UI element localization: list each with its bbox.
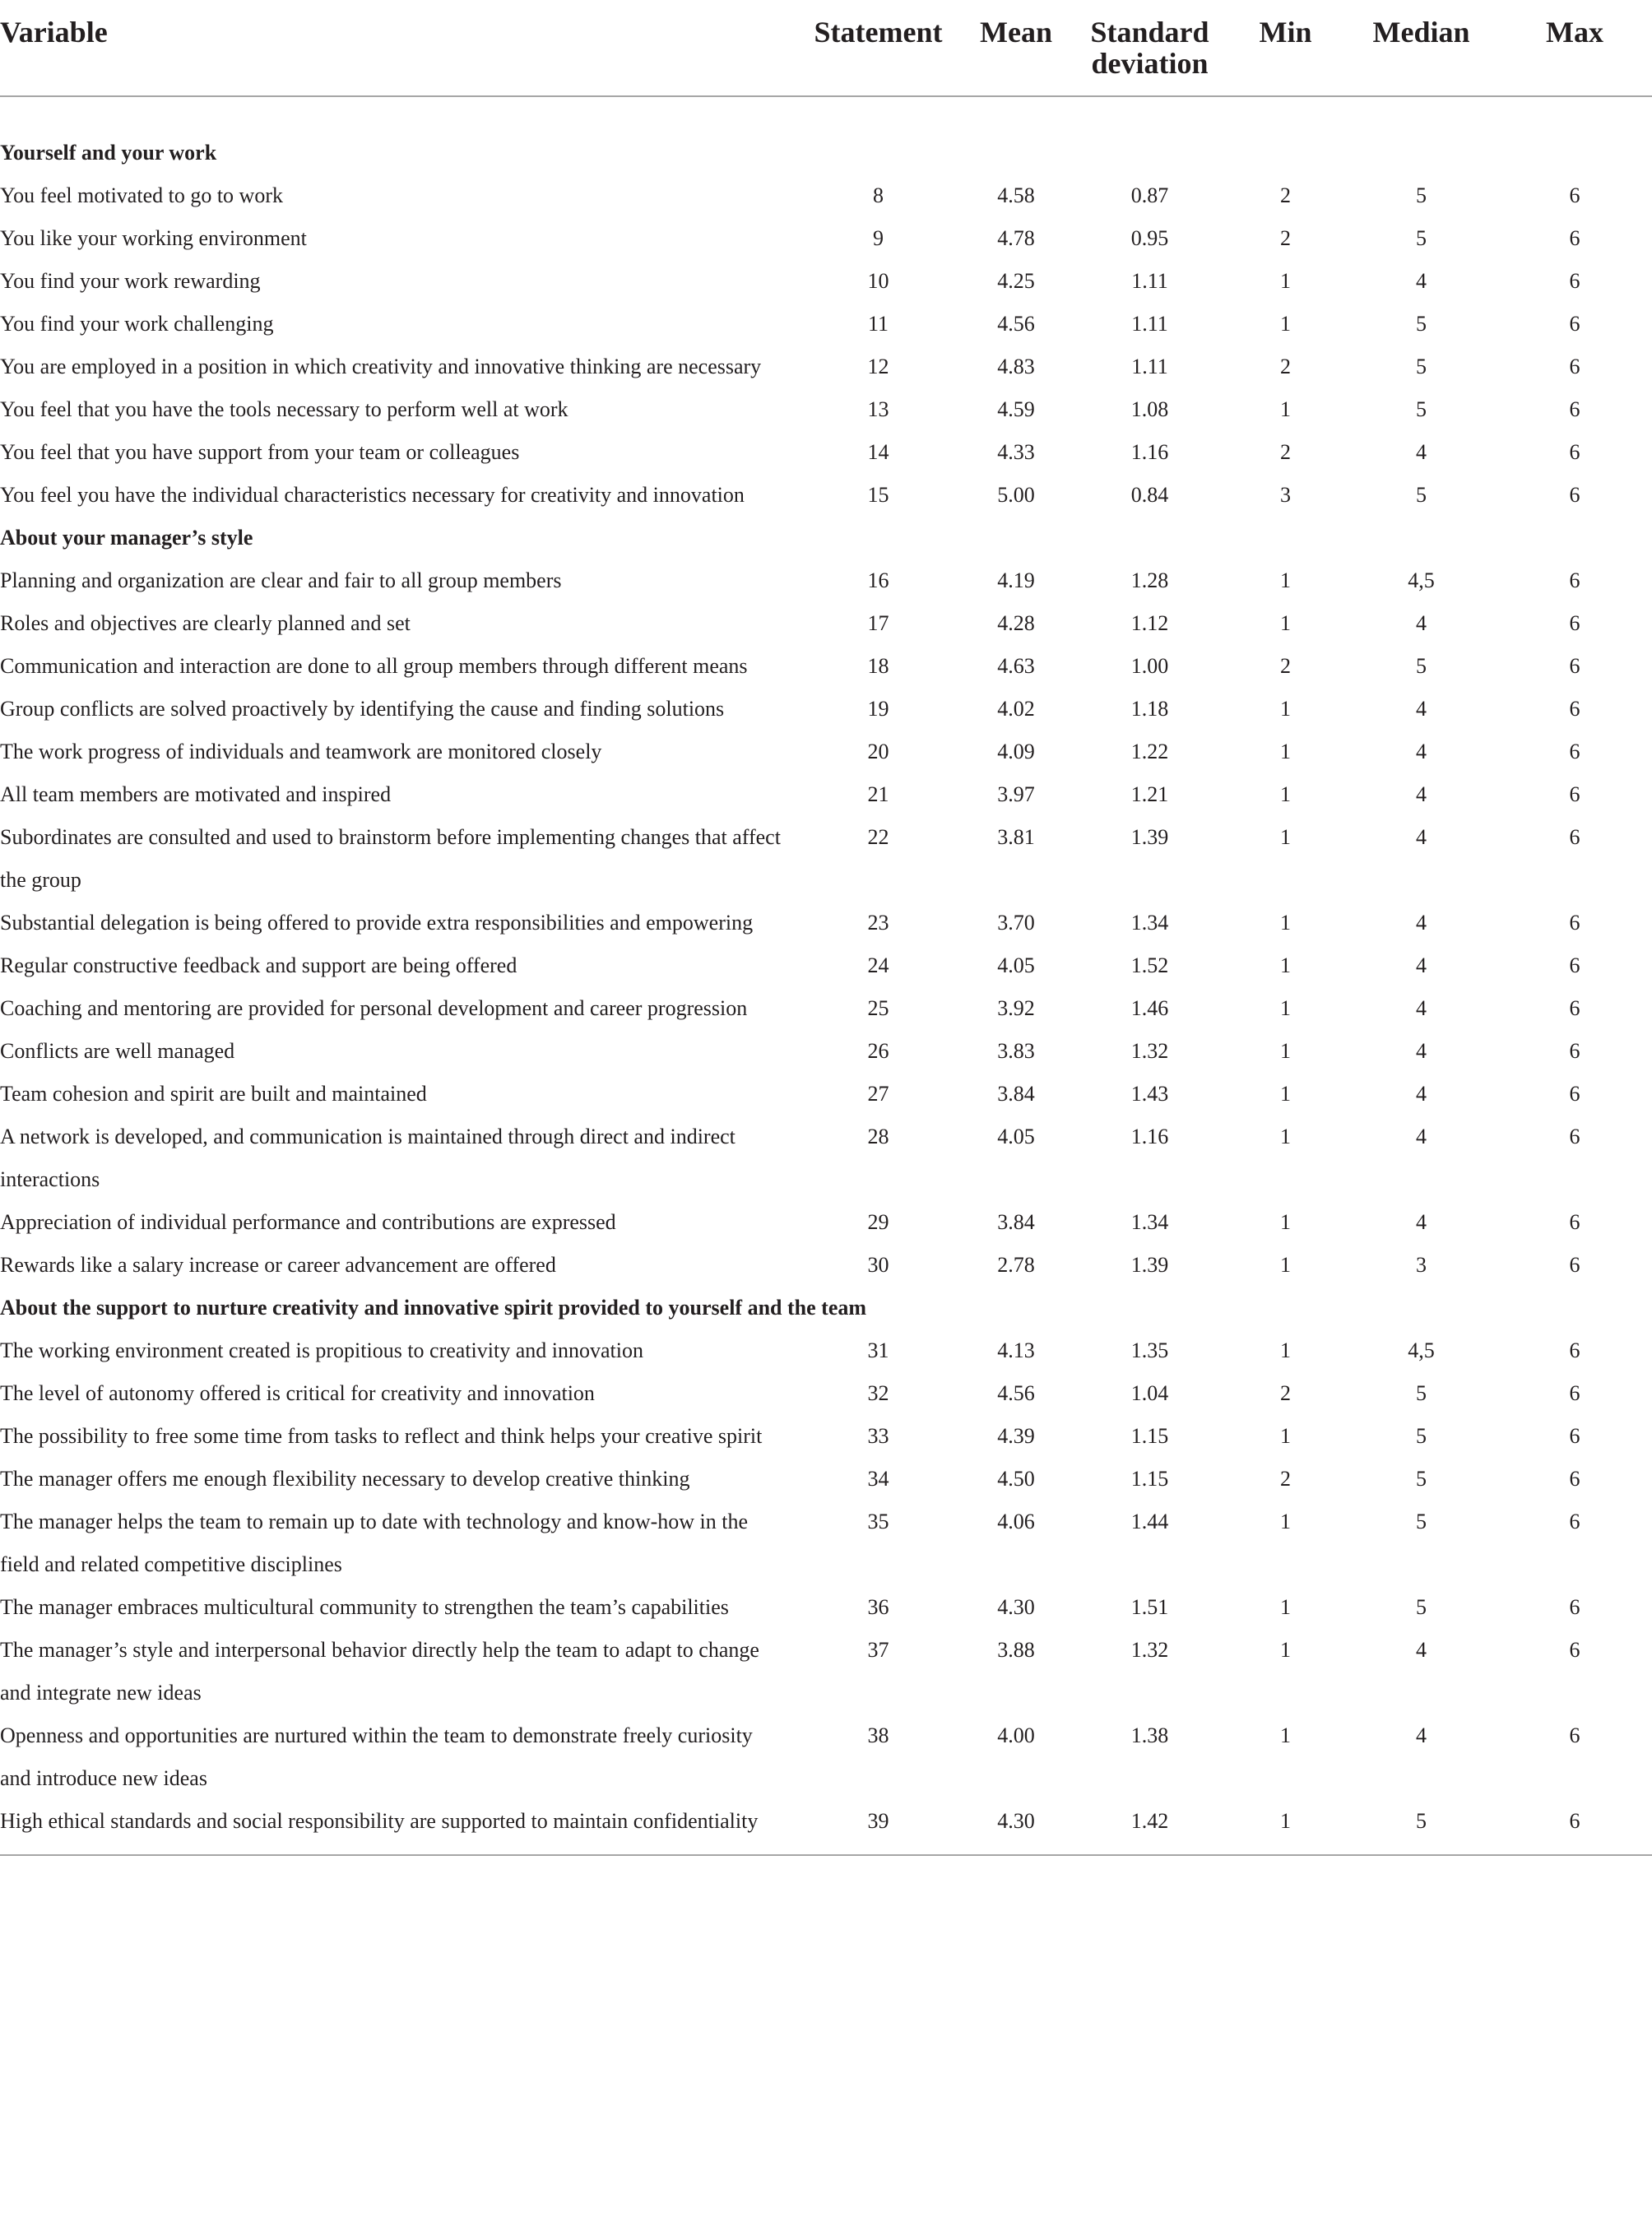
cell-median: 5: [1416, 1510, 1427, 1533]
cell-sd: 1.08: [1130, 397, 1169, 421]
cell-max: 6: [1569, 1338, 1580, 1362]
cell-statement: 23: [867, 911, 889, 935]
cell-mean: 4.00: [997, 1723, 1035, 1747]
cell-mean: 4.30: [958, 1800, 1074, 1855]
table-row: [0, 1073, 1652, 1116]
table-row: [0, 1415, 1652, 1458]
cell-variable: Substantial delegation is being offered to provide extra responsibilities and empowering: [0, 911, 754, 935]
cell-max: 6: [1569, 953, 1580, 977]
table-row: [0, 1329, 1652, 1372]
cell-max: 6: [1569, 697, 1580, 721]
cell-sd: 1.16: [1130, 440, 1169, 464]
table-row: [0, 1201, 1652, 1244]
cell-variable: Group conflicts are solved proactively by identifying the cause and finding solutions: [0, 697, 725, 721]
cell-sd: 1.04: [1130, 1381, 1169, 1405]
cell-mean: 3.84: [997, 1210, 1035, 1234]
cell-sd: 1.34: [1130, 911, 1169, 935]
cell-mean: 4.28: [997, 611, 1035, 635]
cell-min: 1: [1280, 1039, 1291, 1063]
cell-sd: 1.34: [1130, 1210, 1169, 1234]
header-max: Max: [1497, 0, 1652, 96]
cell-variable: All team members are motivated and inspired: [0, 782, 392, 806]
cell-statement: 28: [867, 1125, 889, 1148]
cell-max: 6: [1569, 312, 1580, 336]
table-row: [0, 816, 1652, 902]
cell-min: 1: [1280, 1595, 1291, 1619]
cell-variable: Openness and opportunities are nurtured within the team to demonstrate freely curiosity and introduce new ideas: [0, 1723, 753, 1790]
cell-variable: High ethical standards and social responsibility are supported to maintain confidentiality: [0, 1800, 798, 1855]
cell-statement: 13: [867, 397, 889, 421]
cell-statement: 29: [867, 1210, 889, 1234]
header-median: Median: [1345, 0, 1497, 96]
cell-statement: 25: [867, 996, 889, 1020]
cell-max: 6: [1569, 568, 1580, 592]
cell-min: 1: [1280, 953, 1291, 977]
cell-mean: 4.63: [997, 654, 1035, 678]
cell-sd: 1.46: [1130, 996, 1169, 1020]
cell-variable: Planning and organization are clear and fair to all group members: [0, 568, 562, 592]
table-row: [0, 1030, 1652, 1073]
cell-sd: 1.39: [1130, 1253, 1169, 1277]
table-row: [0, 217, 1652, 260]
cell-variable: A network is developed, and communication is maintained through direct and indirect interactions: [0, 1125, 736, 1191]
cell-sd: 1.11: [1131, 355, 1168, 378]
cell-sd: 1.52: [1130, 953, 1169, 977]
cell-variable: Communication and interaction are done to all group members through different means: [0, 654, 748, 678]
table-header: [0, 0, 1652, 96]
cell-statement: 9: [873, 226, 884, 250]
cell-statement: 38: [867, 1723, 889, 1747]
cell-sd: 1.39: [1130, 825, 1169, 849]
header-row: [0, 0, 1652, 96]
cell-median: 4: [1416, 782, 1427, 806]
cell-mean: 4.59: [997, 397, 1035, 421]
cell-mean: 4.05: [997, 953, 1035, 977]
cell-max: 6: [1569, 355, 1580, 378]
cell-statement: 32: [867, 1381, 889, 1405]
cell-sd: 0.87: [1130, 183, 1169, 207]
table-body: [0, 96, 1652, 1855]
cell-median: 5: [1416, 483, 1427, 507]
cell-variable: The level of autonomy offered is critical for creativity and innovation: [0, 1381, 595, 1405]
table-row: [0, 902, 1652, 944]
cell-max: 6: [1569, 1039, 1580, 1063]
cell-statement: 39: [798, 1800, 958, 1855]
cell-mean: 3.81: [997, 825, 1035, 849]
cell-mean: 4.02: [997, 697, 1035, 721]
cell-variable: You feel that you have support from your team or colleagues: [0, 440, 520, 464]
cell-sd: 1.32: [1130, 1638, 1169, 1662]
cell-variable: Appreciation of individual performance and contributions are expressed: [0, 1210, 616, 1234]
cell-sd: 1.42: [1074, 1800, 1226, 1855]
cell-sd: 1.16: [1130, 1125, 1169, 1148]
cell-max: 6: [1569, 1125, 1580, 1148]
cell-min: 1: [1280, 611, 1291, 635]
table-row: [0, 944, 1652, 987]
cell-statement: 31: [867, 1338, 889, 1362]
cell-sd: 1.11: [1131, 312, 1168, 336]
cell-min: 1: [1280, 996, 1291, 1020]
cell-median: 4,5: [1408, 1338, 1435, 1362]
cell-min: 2: [1280, 1467, 1291, 1491]
cell-median: 4: [1416, 697, 1427, 721]
cell-mean: 3.97: [997, 782, 1035, 806]
cell-median: 3: [1416, 1253, 1427, 1277]
cell-max: 6: [1569, 226, 1580, 250]
cell-max: 6: [1569, 911, 1580, 935]
cell-statement: 15: [867, 483, 889, 507]
cell-min: 2: [1280, 355, 1291, 378]
cell-mean: 4.06: [997, 1510, 1035, 1533]
cell-median: 5: [1416, 1467, 1427, 1491]
cell-max: 6: [1569, 740, 1580, 763]
cell-sd: 1.28: [1130, 568, 1169, 592]
cell-min: 1: [1280, 1082, 1291, 1106]
table-row: [0, 1458, 1652, 1501]
cell-max: 6: [1497, 1800, 1652, 1855]
cell-median: 4,5: [1408, 568, 1435, 592]
cell-sd: 1.18: [1130, 697, 1169, 721]
cell-max: 6: [1569, 1381, 1580, 1405]
cell-statement: 11: [867, 312, 889, 336]
cell-mean: 2.78: [997, 1253, 1035, 1277]
cell-sd: 1.38: [1130, 1723, 1169, 1747]
cell-max: 6: [1569, 1424, 1580, 1448]
cell-min: 1: [1226, 1800, 1345, 1855]
cell-statement: 12: [867, 355, 889, 378]
header-sd-line1: Standard: [1090, 16, 1209, 49]
section-header-row: [0, 96, 1652, 174]
cell-mean: 3.84: [997, 1082, 1035, 1106]
cell-max: 6: [1569, 1253, 1580, 1277]
cell-max: 6: [1569, 483, 1580, 507]
cell-median: 5: [1416, 397, 1427, 421]
cell-min: 2: [1280, 226, 1291, 250]
table-row: [0, 1800, 1652, 1855]
cell-statement: 33: [867, 1424, 889, 1448]
cell-mean: 4.13: [997, 1338, 1035, 1362]
table-row: [0, 773, 1652, 816]
cell-variable: Subordinates are consulted and used to brainstorm before implementing changes that affect the group: [0, 825, 781, 892]
cell-statement: 10: [867, 269, 889, 293]
cell-max: 6: [1569, 996, 1580, 1020]
cell-min: 1: [1280, 911, 1291, 935]
cell-min: 1: [1280, 782, 1291, 806]
cell-mean: 3.83: [997, 1039, 1035, 1063]
cell-statement: 35: [867, 1510, 889, 1533]
cell-variable: You feel motivated to go to work: [0, 183, 283, 207]
cell-median: 5: [1416, 183, 1427, 207]
table-row: [0, 987, 1652, 1030]
cell-mean: 4.78: [997, 226, 1035, 250]
cell-median: 4: [1416, 269, 1427, 293]
cell-median: 4: [1416, 1638, 1427, 1662]
table-row: [0, 388, 1652, 431]
cell-statement: 19: [867, 697, 889, 721]
cell-statement: 36: [867, 1595, 889, 1619]
cell-median: 4: [1416, 1210, 1427, 1234]
cell-sd: 1.32: [1130, 1039, 1169, 1063]
cell-median: 4: [1416, 1039, 1427, 1063]
table-row: [0, 474, 1652, 517]
cell-statement: 16: [867, 568, 889, 592]
cell-statement: 37: [867, 1638, 889, 1662]
cell-min: 1: [1280, 1210, 1291, 1234]
cell-variable: Roles and objectives are clearly planned and set: [0, 611, 411, 635]
cell-median: 5: [1416, 1424, 1427, 1448]
cell-min: 2: [1280, 654, 1291, 678]
cell-median: 4: [1416, 953, 1427, 977]
cell-median: 4: [1416, 1125, 1427, 1148]
cell-mean: 3.92: [997, 996, 1035, 1020]
cell-median: 4: [1416, 911, 1427, 935]
table-row: [0, 1244, 1652, 1287]
table-row: [0, 303, 1652, 346]
cell-max: 6: [1569, 825, 1580, 849]
cell-variable: The manager embraces multicultural community to strengthen the team’s capabilities: [0, 1595, 729, 1619]
cell-statement: 18: [867, 654, 889, 678]
cell-max: 6: [1569, 1082, 1580, 1106]
cell-median: 5: [1416, 1381, 1427, 1405]
cell-mean: 4.56: [997, 1381, 1035, 1405]
cell-mean: 3.88: [997, 1638, 1035, 1662]
cell-variable: The possibility to free some time from tasks to reflect and think helps your creative spirit: [0, 1424, 763, 1448]
header-variable: Variable: [0, 0, 798, 96]
cell-variable: Rewards like a salary increase or career advancement are offered: [0, 1253, 556, 1277]
cell-max: 6: [1569, 1595, 1580, 1619]
cell-min: 1: [1280, 269, 1291, 293]
cell-variable: Regular constructive feedback and support are being offered: [0, 953, 517, 977]
cell-statement: 17: [867, 611, 889, 635]
cell-variable: The work progress of individuals and teamwork are monitored closely: [0, 740, 602, 763]
cell-median: 4: [1416, 825, 1427, 849]
cell-median: 5: [1416, 654, 1427, 678]
cell-min: 1: [1280, 1125, 1291, 1148]
cell-variable: The manager offers me enough flexibility necessary to develop creative thinking: [0, 1467, 690, 1491]
cell-statement: 34: [867, 1467, 889, 1491]
cell-min: 1: [1280, 312, 1291, 336]
cell-sd: 1.51: [1130, 1595, 1169, 1619]
cell-sd: 1.35: [1130, 1338, 1169, 1362]
cell-max: 6: [1569, 1467, 1580, 1491]
cell-variable: Coaching and mentoring are provided for personal development and career progression: [0, 996, 748, 1020]
cell-median: 5: [1416, 355, 1427, 378]
header-statement: Statement: [798, 0, 958, 96]
cell-variable: You feel that you have the tools necessary to perform well at work: [0, 397, 568, 421]
table-row: [0, 559, 1652, 602]
cell-max: 6: [1569, 440, 1580, 464]
cell-mean: 3.70: [997, 911, 1035, 935]
cell-min: 2: [1280, 183, 1291, 207]
cell-sd: 1.11: [1131, 269, 1168, 293]
cell-variable: The working environment created is propitious to creativity and innovation: [0, 1338, 643, 1362]
cell-max: 6: [1569, 654, 1580, 678]
table-row: [0, 1629, 1652, 1714]
table-row: [0, 602, 1652, 645]
cell-max: 6: [1569, 1638, 1580, 1662]
cell-min: 1: [1280, 397, 1291, 421]
cell-median: 4: [1416, 1082, 1427, 1106]
table-row: [0, 346, 1652, 388]
cell-sd: 1.21: [1130, 782, 1169, 806]
cell-mean: 4.05: [997, 1125, 1035, 1148]
cell-mean: 4.09: [997, 740, 1035, 763]
cell-statement: 20: [867, 740, 889, 763]
table-row: [0, 431, 1652, 474]
cell-max: 6: [1569, 611, 1580, 635]
header-mean: Mean: [958, 0, 1074, 96]
cell-max: 6: [1569, 1510, 1580, 1533]
cell-min: 2: [1280, 1381, 1291, 1405]
cell-mean: 4.39: [997, 1424, 1035, 1448]
cell-min: 3: [1280, 483, 1291, 507]
cell-sd: 1.44: [1130, 1510, 1169, 1533]
cell-min: 1: [1280, 1338, 1291, 1362]
cell-variable: You like your working environment: [0, 226, 307, 250]
cell-variable: You find your work challenging: [0, 312, 274, 336]
table-row: [0, 1501, 1652, 1586]
header-sd-line2: deviation: [1091, 47, 1209, 80]
cell-median: 5: [1345, 1800, 1497, 1855]
section-header-row: [0, 1287, 1652, 1329]
cell-median: 5: [1416, 1595, 1427, 1619]
cell-mean: 4.19: [997, 568, 1035, 592]
cell-max: 6: [1569, 782, 1580, 806]
cell-min: 1: [1280, 1424, 1291, 1448]
cell-mean: 4.58: [997, 183, 1035, 207]
section-title: About your manager’s style: [0, 526, 253, 550]
table-row: [0, 688, 1652, 731]
section-header-row: [0, 517, 1652, 559]
cell-sd: 0.95: [1130, 226, 1169, 250]
cell-median: 4: [1416, 740, 1427, 763]
cell-variable: You are employed in a position in which creativity and innovative thinking are necessary: [0, 355, 762, 378]
table-row: [0, 731, 1652, 773]
cell-statement: 22: [867, 825, 889, 849]
cell-statement: 21: [867, 782, 889, 806]
cell-mean: 5.00: [997, 483, 1035, 507]
cell-sd: 1.00: [1130, 654, 1169, 678]
cell-min: 1: [1280, 740, 1291, 763]
cell-statement: 24: [867, 953, 889, 977]
cell-statement: 14: [867, 440, 889, 464]
header-min: Min: [1226, 0, 1345, 96]
cell-sd: 1.15: [1130, 1424, 1169, 1448]
cell-variable: Conflicts are well managed: [0, 1039, 235, 1063]
cell-variable: You feel you have the individual characteristics necessary for creativity and innovation: [0, 483, 745, 507]
cell-max: 6: [1569, 269, 1580, 293]
table-row: [0, 174, 1652, 217]
cell-variable: The manager’s style and interpersonal behavior directly help the team to adapt to change and integrate new ideas: [0, 1638, 759, 1705]
cell-statement: 8: [873, 183, 884, 207]
cell-statement: 30: [867, 1253, 889, 1277]
cell-sd: 1.22: [1130, 740, 1169, 763]
table-row: [0, 1714, 1652, 1800]
cell-max: 6: [1569, 397, 1580, 421]
cell-median: 4: [1416, 1723, 1427, 1747]
cell-mean: 4.50: [997, 1467, 1035, 1491]
table-row: [0, 1116, 1652, 1201]
cell-mean: 4.33: [997, 440, 1035, 464]
cell-median: 5: [1416, 312, 1427, 336]
cell-min: 1: [1280, 1510, 1291, 1533]
cell-sd: 1.12: [1130, 611, 1169, 635]
cell-min: 1: [1280, 1638, 1291, 1662]
cell-sd: 1.15: [1130, 1467, 1169, 1491]
cell-max: 6: [1569, 1723, 1580, 1747]
cell-mean: 4.83: [997, 355, 1035, 378]
cell-statement: 26: [867, 1039, 889, 1063]
cell-median: 5: [1416, 226, 1427, 250]
cell-mean: 4.56: [997, 312, 1035, 336]
section-title: Yourself and your work: [0, 141, 217, 165]
cell-variable: You find your work rewarding: [0, 269, 261, 293]
cell-sd: 1.43: [1130, 1082, 1169, 1106]
cell-max: 6: [1569, 183, 1580, 207]
table-row: [0, 1586, 1652, 1629]
cell-mean: 4.25: [997, 269, 1035, 293]
table-row: [0, 1372, 1652, 1415]
table-row: [0, 260, 1652, 303]
cell-min: 1: [1280, 1723, 1291, 1747]
cell-min: 1: [1280, 1253, 1291, 1277]
cell-max: 6: [1569, 1210, 1580, 1234]
cell-min: 1: [1280, 697, 1291, 721]
header-standard-deviation: [1074, 0, 1226, 96]
cell-min: 1: [1280, 825, 1291, 849]
table-row: [0, 645, 1652, 688]
cell-median: 4: [1416, 611, 1427, 635]
cell-median: 4: [1416, 996, 1427, 1020]
cell-variable: Team cohesion and spirit are built and maintained: [0, 1082, 427, 1106]
cell-variable: The manager helps the team to remain up to date with technology and know-how in the field and related competitive disciplines: [0, 1510, 749, 1576]
cell-min: 2: [1280, 440, 1291, 464]
section-title: About the support to nurture creativity and innovative spirit provided to yourself and the team: [0, 1296, 867, 1320]
cell-min: 1: [1280, 568, 1291, 592]
cell-sd: 0.84: [1130, 483, 1169, 507]
cell-mean: 4.30: [997, 1595, 1035, 1619]
cell-statement: 27: [867, 1082, 889, 1106]
cell-median: 4: [1416, 440, 1427, 464]
